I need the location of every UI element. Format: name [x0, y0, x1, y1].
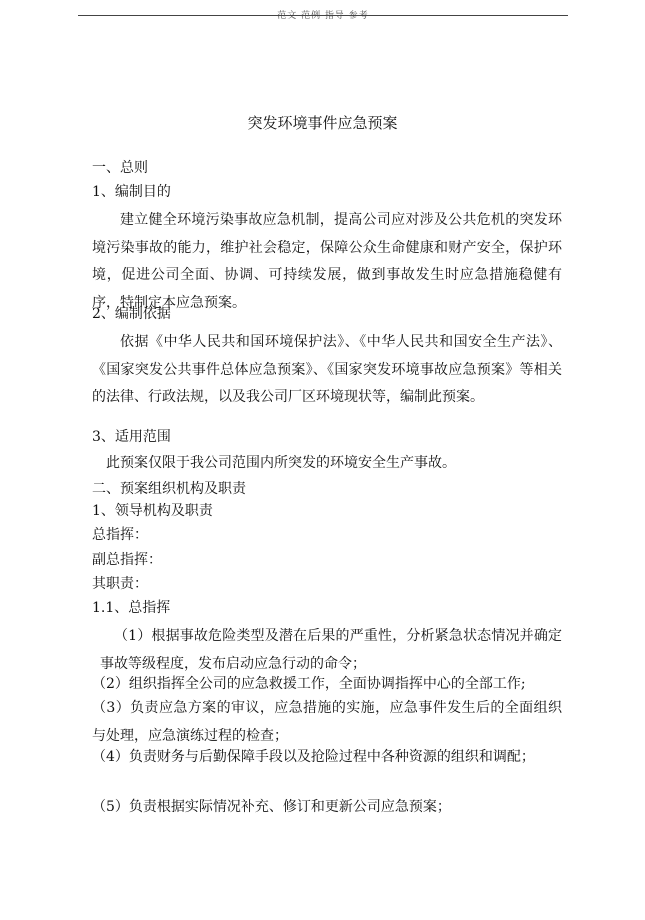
- duty-item-2: （2）组织指挥全公司的应急救援工作，全面协调指挥中心的全部工作;: [92, 676, 526, 692]
- duties-label: 其职责：: [92, 576, 148, 592]
- duty-item-4: （4）负责财务与后勤保障手段以及抢险过程中各种资源的组织和调配；: [92, 749, 535, 765]
- duty-item-3: （3）负责应急方案的审议，应急措施的实施，应急事件发生后的全面组织与处理，应急演练过程的检查；: [92, 700, 562, 744]
- commander-label: 总指挥：: [92, 527, 148, 543]
- header-rule: [78, 15, 568, 16]
- section-2-heading: 二、预案组织机构及职责: [92, 481, 246, 497]
- running-header: 范文 范例 指导 参考: [277, 11, 369, 21]
- vice-commander-label: 副总指挥：: [92, 552, 162, 568]
- subsection-1-body: 建立健全环境污染事故应急机制，提高公司应对涉及公共危机的突发环境污染事故的能力，维护社会稳定，保障公众生命健康和财产安全，保护环境，促进公司全面、协调、可持续发展，做到事故发生时应急措施稳健有序，特制定本应急预案。: [92, 212, 562, 311]
- subsection-3-body: 此预案仅限于我公司范围内所突发的环境安全生产事故。: [106, 455, 456, 471]
- subsection-2-heading: 2、编制依据: [92, 306, 171, 322]
- section-1-heading: 一、总则: [92, 160, 148, 176]
- subsection-1-1-heading: 1.1、总指挥: [92, 600, 171, 616]
- document-title: 突发环境事件应急预案: [247, 114, 398, 132]
- duty-item-5: （5）负责根据实际情况补充、修订和更新公司应急预案；: [92, 799, 451, 815]
- organization-heading: 1、领导机构及职责: [92, 503, 213, 519]
- subsection-1-heading: 1、编制目的: [92, 184, 171, 200]
- subsection-3-heading: 3、适用范围: [92, 429, 171, 445]
- duty-item-1: （1）根据事故危险类型及潜在后果的严重性，分析紧急状态情况并确定事故等级程度，发布启动应急行动的命令；: [100, 628, 562, 672]
- subsection-2-body: 依据《中华人民共和国环境保护法》、《中华人民共和国安全生产法》、《国家突发公共事件总体应急预案》、《国家突发环境事故应急预案》等相关的法律、行政法规，以及我公司厂区环境现状等，编制此预案。: [92, 334, 562, 406]
